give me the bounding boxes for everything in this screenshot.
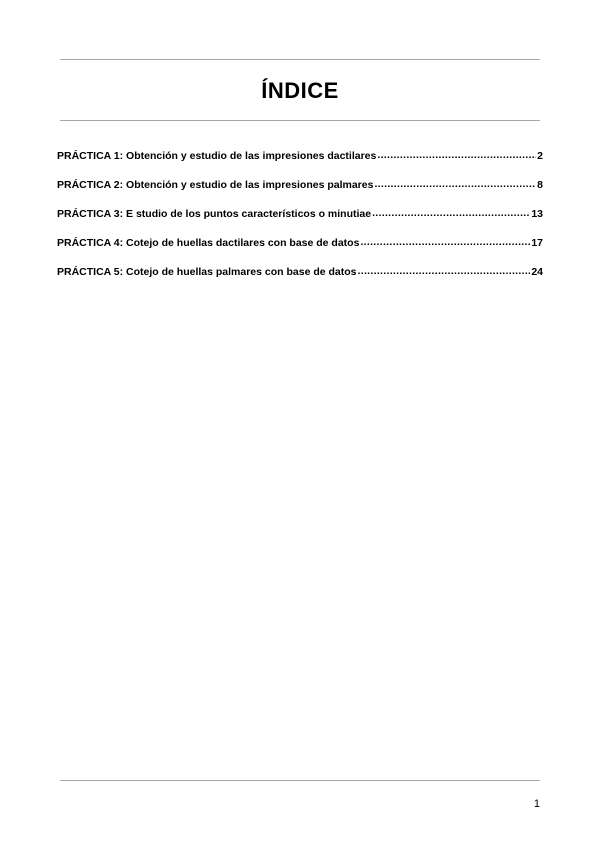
header-bottom-rule bbox=[60, 120, 540, 121]
header-top-rule bbox=[60, 59, 540, 60]
toc-entry-page: 17 bbox=[531, 237, 543, 249]
toc-entry-practica-1[interactable] bbox=[57, 150, 543, 179]
toc-dot-leader bbox=[360, 236, 530, 248]
toc-entry-label: PRÁCTICA 4: Cotejo de huellas dactilares con base de datos bbox=[57, 237, 360, 249]
toc-dot-leader bbox=[377, 149, 536, 161]
toc-dot-leader bbox=[374, 178, 536, 190]
toc-entry-practica-4[interactable] bbox=[57, 237, 543, 266]
table-of-contents bbox=[57, 150, 543, 295]
toc-entry-page: 24 bbox=[531, 266, 543, 278]
toc-dot-leader bbox=[358, 265, 531, 277]
page-title: ÍNDICE bbox=[261, 78, 339, 103]
toc-entry-practica-3[interactable] bbox=[57, 208, 543, 237]
toc-entry-label: PRÁCTICA 3: E studio de los puntos característicos o minutiae bbox=[57, 208, 372, 220]
toc-entry-page: 13 bbox=[531, 208, 543, 220]
toc-entry-practica-5[interactable] bbox=[57, 266, 543, 295]
toc-entry-page: 2 bbox=[537, 150, 543, 162]
toc-entry-label: PRÁCTICA 2: Obtención y estudio de las impresiones palmares bbox=[57, 179, 374, 191]
toc-entry-label: PRÁCTICA 1: Obtención y estudio de las impresiones dactilares bbox=[57, 150, 377, 162]
toc-entry-label: PRÁCTICA 5: Cotejo de huellas palmares con base de datos bbox=[57, 266, 357, 278]
toc-entry-practica-2[interactable] bbox=[57, 179, 543, 208]
page-number: 1 bbox=[533, 798, 540, 810]
toc-entry-page: 8 bbox=[537, 179, 543, 191]
footer-rule bbox=[60, 780, 540, 781]
toc-dot-leader bbox=[372, 207, 530, 219]
